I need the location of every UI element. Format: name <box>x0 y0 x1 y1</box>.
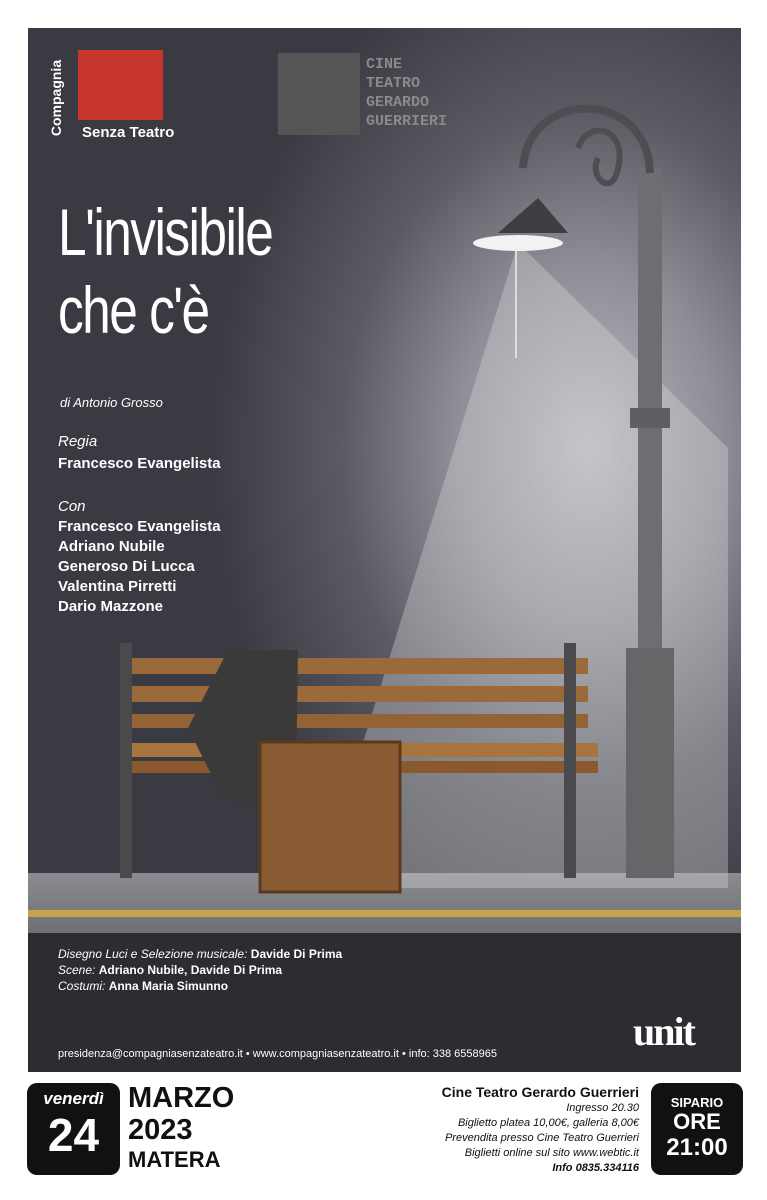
logo-red-square <box>78 50 163 120</box>
lamp-head <box>498 198 568 233</box>
contact-line: presidenza@compagniasenzateatro.it • www.compagniasenzateatro.it • info: 338 6558965 <box>58 1048 497 1060</box>
weekday: venerdì <box>43 1089 104 1108</box>
regia-block <box>58 433 221 474</box>
ct-line-2: TEATRO <box>366 75 421 92</box>
month-year-city <box>128 1082 234 1174</box>
year: 2023 <box>128 1114 193 1146</box>
cast-block <box>58 498 221 617</box>
venue-info-phone: Info 0835.334116 <box>552 1162 639 1174</box>
venue-tickets: Biglietto platea 10,00€, galleria 8,00€ <box>457 1117 639 1129</box>
compagnia-senza-teatro-logo <box>48 50 206 145</box>
show-title <box>58 193 272 349</box>
theatre-building-icon <box>278 53 360 135</box>
credit-label: Disegno Luci e Selezione musicale: <box>58 947 248 961</box>
venue-name: Cine Teatro Gerardo Guerrieri <box>441 1084 639 1100</box>
regia-name: Francesco Evangelista <box>58 455 221 472</box>
title-line-1: L'invisibile <box>58 195 273 269</box>
ct-line-3: GERARDO <box>366 94 430 111</box>
title-line-2: che c'è <box>58 273 209 347</box>
cast-label: Con <box>58 498 86 515</box>
cine-teatro-logo <box>278 53 458 138</box>
ore-label: ORE <box>673 1109 721 1134</box>
sipario-box <box>651 1083 743 1175</box>
ct-line-4: GUERRIERI <box>366 113 448 130</box>
venue-info <box>442 1083 639 1176</box>
credit-value: Davide Di Prima <box>250 947 343 961</box>
city: MATERA <box>128 1147 221 1172</box>
lamp-bulb <box>473 235 563 251</box>
credit-label: Scene: <box>58 963 96 977</box>
cast-member: Valentina Pirretti <box>58 578 177 595</box>
lamp-arm <box>523 109 650 173</box>
credit-value: Adriano Nubile, Davide Di Prima <box>98 963 283 977</box>
unit-logo: unit <box>633 1009 694 1054</box>
cast-member: Generoso Di Lucca <box>58 558 195 575</box>
logo-compagnia-text: Compagnia <box>48 59 65 137</box>
author: di Antonio Grosso <box>60 395 163 410</box>
credit-value: Anna Maria Simunno <box>108 979 229 993</box>
regia-label: Regia <box>58 433 98 450</box>
cast-member: Dario Mazzone <box>58 598 164 615</box>
suitcase <box>260 742 400 892</box>
sipario-label: SIPARIO <box>670 1095 724 1110</box>
day-number: 24 <box>47 1109 100 1161</box>
ct-line-1: CINE <box>366 56 403 73</box>
venue-presale: Prevendita presso Cine Teatro Guerrieri <box>444 1132 639 1144</box>
credit-label: Costumi: <box>58 979 106 993</box>
date-box <box>27 1083 120 1175</box>
cast-member: Adriano Nubile <box>58 538 165 555</box>
credits <box>58 946 342 994</box>
sipario-time: 21:00 <box>666 1134 728 1161</box>
cast-member: Francesco Evangelista <box>58 518 221 535</box>
month: MARZO <box>128 1082 235 1114</box>
logo-company-name: Senza Teatro <box>82 124 175 141</box>
venue-online: Biglietti online sul sito www.webtic.it <box>464 1147 639 1159</box>
stage-illustration <box>28 28 741 933</box>
venue-entry: Ingresso 20.30 <box>566 1102 639 1114</box>
poster <box>28 28 741 1072</box>
